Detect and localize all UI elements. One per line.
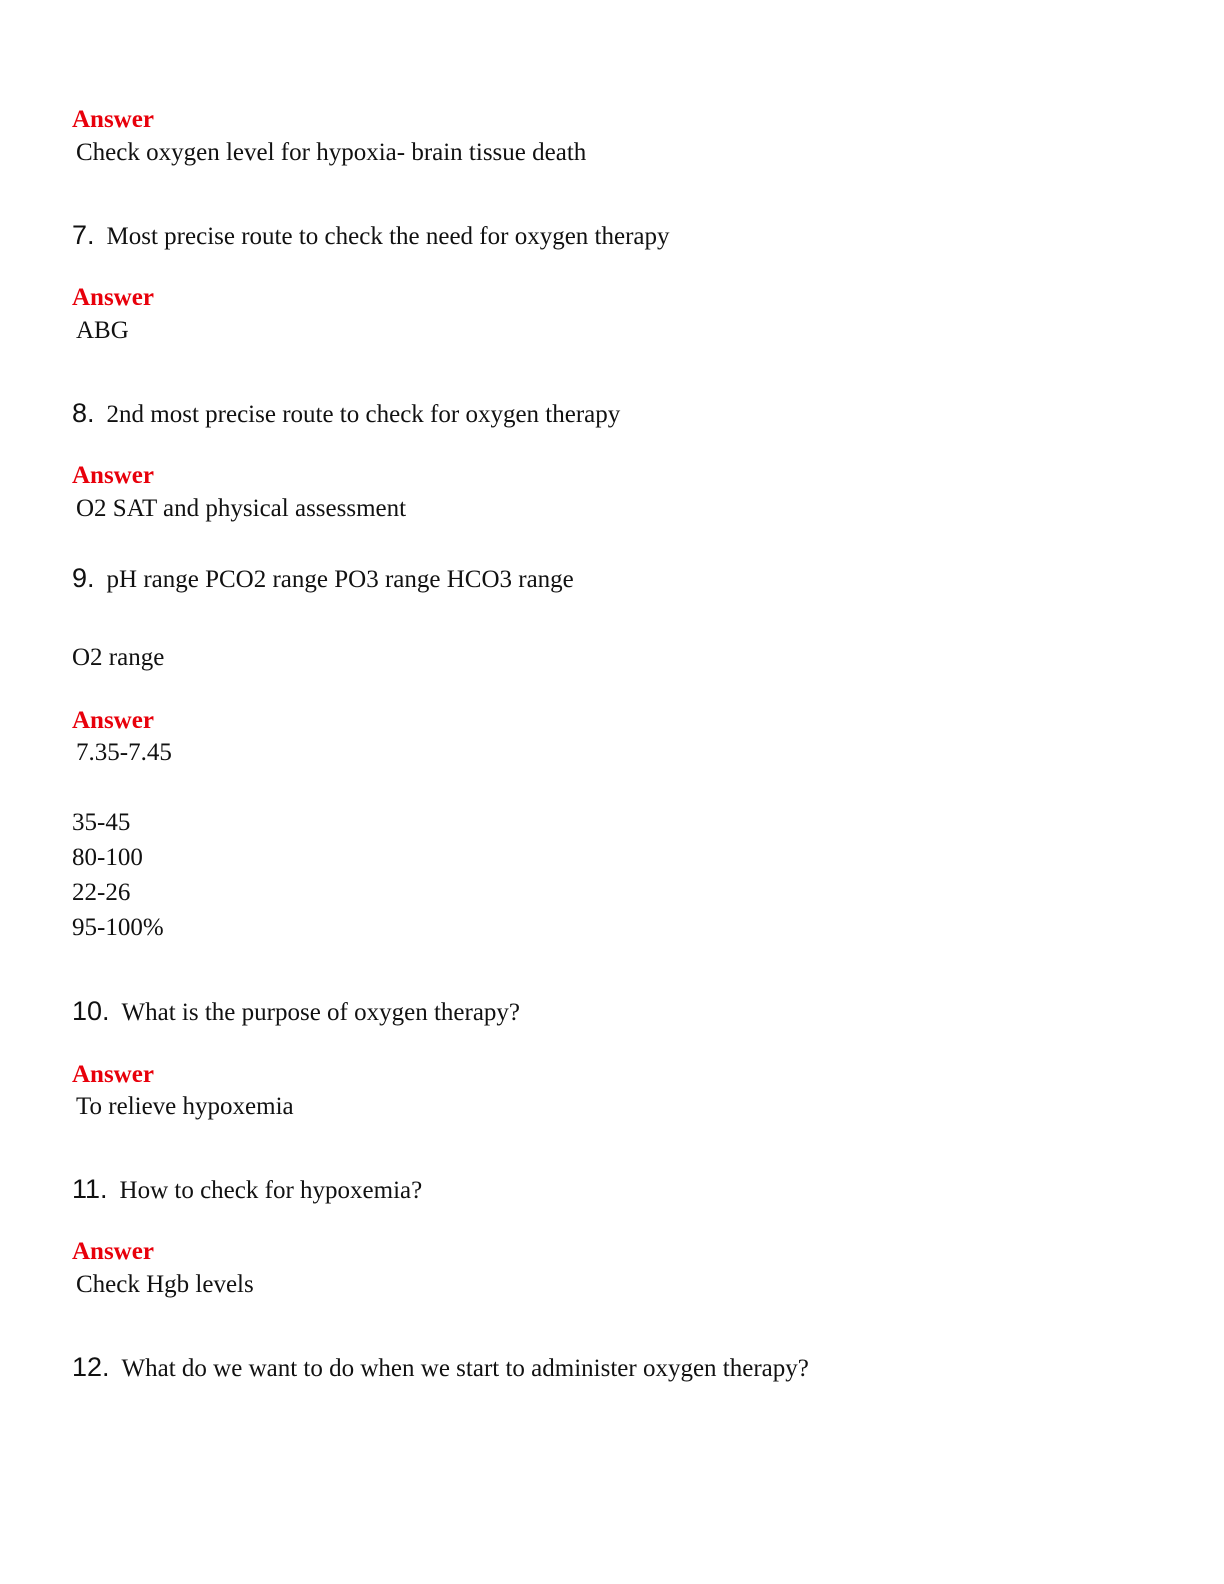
question-text: Most precise route to check the need for oxygen therapy (106, 223, 670, 250)
question-8 (72, 398, 620, 430)
question-7 (72, 220, 670, 252)
answer-label: Answer (72, 106, 154, 133)
question-number: 12. (72, 1352, 110, 1382)
question-12 (72, 1352, 809, 1384)
answer-label: Answer (72, 707, 154, 734)
question-text: How to check for hypoxemia? (119, 1177, 423, 1204)
answer-text: Check oxygen level for hypoxia- brain tissue death (76, 139, 587, 166)
answer-label: Answer (72, 284, 154, 311)
question-number: 8. (72, 398, 95, 428)
question-text: 2nd most precise route to check for oxygen therapy (106, 401, 621, 428)
answer-label: Answer (72, 1061, 154, 1088)
answer-label: Answer (72, 1238, 154, 1265)
question-number: 10. (72, 996, 110, 1026)
question-number: 9. (72, 563, 95, 593)
question-text: What is the purpose of oxygen therapy? (121, 999, 521, 1026)
question-number: 7. (72, 220, 95, 250)
question-text: pH range PCO2 range PO3 range HCO3 range (106, 566, 574, 593)
question-9 (72, 563, 574, 595)
answer-line: 7.35-7.45 (76, 739, 172, 766)
question-text: What do we want to do when we start to administer oxygen therapy? (121, 1355, 809, 1382)
answer-text: To relieve hypoxemia (76, 1093, 294, 1120)
answer-text: O2 SAT and physical assessment (76, 495, 407, 522)
question-text-continued: O2 range (72, 644, 165, 671)
answer-line: 80-100 (72, 844, 143, 871)
answer-line: 95-100% (72, 914, 164, 941)
question-10 (72, 996, 520, 1028)
question-11 (72, 1174, 422, 1206)
answer-text: ABG (76, 317, 129, 344)
question-number: 11. (72, 1174, 108, 1204)
answer-line: 22-26 (72, 879, 131, 906)
answer-text: Check Hgb levels (76, 1271, 254, 1298)
answer-line: 35-45 (72, 809, 131, 836)
answer-label: Answer (72, 462, 154, 489)
